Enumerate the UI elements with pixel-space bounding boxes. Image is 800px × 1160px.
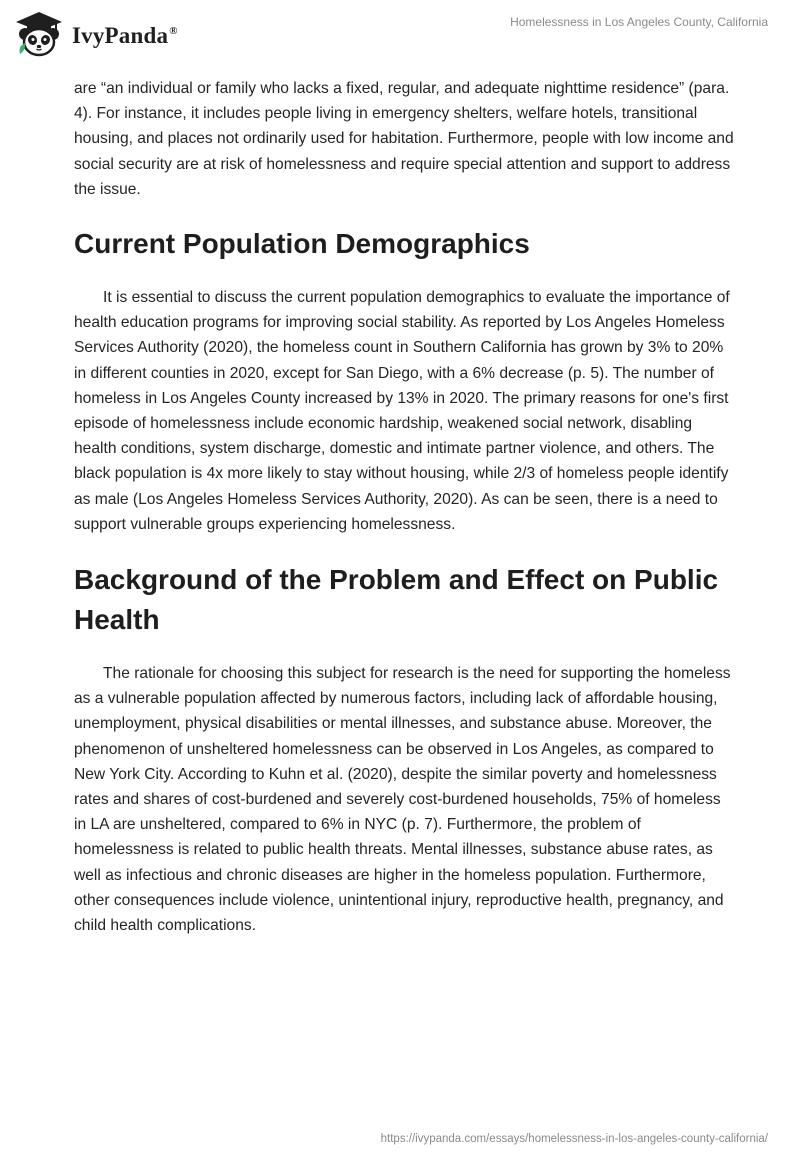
- section-heading-demographics: Current Population Demographics: [74, 228, 530, 260]
- registered-mark: ®: [169, 25, 178, 38]
- demographics-paragraph: It is essential to discuss the current population demographics to evaluate the importance of health education programs for improving social stability. As reported by Los Angeles Homeless Services Authority (2020), the homeless count in Southern California has grown by 3% to 20% in different counties in 2020, except for San Diego, with a 6% decrease (p. 5). The number of homeless in Los Angeles County increased by 13% in 2020. The primary reasons for one's first episode of homelessness include economic hardship, weakened social network, disabling health conditions, system discharge, domestic and intimate partner violence, and others. The black population is 4x more likely to stay without housing, while 2/3 of homeless people identify as male (Los Angeles Homeless Services Authority, 2020). As can be seen, there is a need to support vulnerable groups experiencing homelessness.: [74, 289, 730, 533]
- document-title: Homelessness in Los Angeles County, California: [510, 15, 768, 29]
- section-heading-background: Background of the Problem and Effect on Public Health: [74, 564, 719, 636]
- background-paragraph: The rationale for choosing this subject for research is the need for supporting the homeless as a vulnerable population affected by numerous factors, including lack of affordable housing, unemployment, physical disabilities or mental illnesses, and substance abuse. Moreover, the phenomenon of unsheltered homelessness can be observed in Los Angeles, as compared to New York City. According to Kuhn et al. (2020), despite the similar poverty and homelessness rates and shares of cost-burdened and severely cost-burdened households, 75% of homeless in LA are unsheltered, compared to 6% in NYC (p. 7). Furthermore, the problem of homelessness is related to public health threats. Mental illnesses, substance abuse rates, as well as infectious and chronic diseases are higher in the homeless population. Furthermore, other consequences include violence, unintentional injury, reproductive health, pregnancy, and child health complications.: [74, 665, 731, 935]
- logo-wordmark: IvyPanda®: [72, 23, 178, 48]
- ivypanda-logo[interactable]: [14, 10, 178, 58]
- source-url[interactable]: https://ivypanda.com/essays/homelessness-in-los-angeles-county-california/: [380, 1133, 768, 1145]
- essay-content: [74, 76, 734, 938]
- page-header: [0, 0, 800, 70]
- intro-paragraph: are “an individual or family who lacks a fixed, regular, and adequate nighttime residence” (para. 4). For instance, it includes people living in emergency shelters, welfare hotels, transitional housing, and places not ordinarily used for habitation. Furthermore, people with low income and social security are at risk of homelessness and require special attention and support to address the issue.: [74, 80, 734, 198]
- panda-graduation-cap-icon: [14, 10, 64, 58]
